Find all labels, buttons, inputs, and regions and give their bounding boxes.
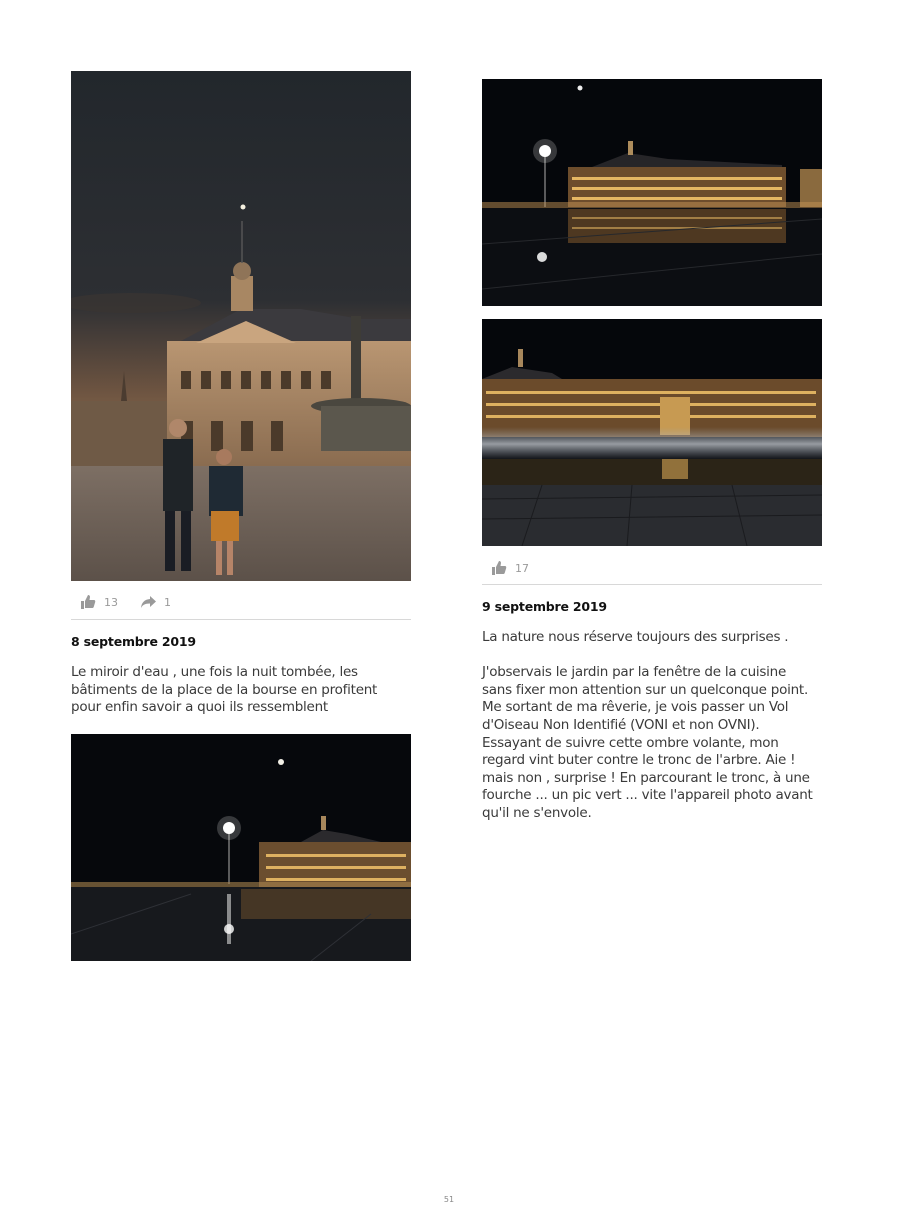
thumbs-up-icon bbox=[491, 560, 507, 576]
text-line: sans fixer mon attention sur un quelconque point. bbox=[482, 681, 808, 698]
left-post-date: 8 septembre 2019 bbox=[71, 634, 196, 649]
like-count: 17 bbox=[515, 561, 529, 575]
photo-miroir-night-left bbox=[71, 734, 411, 961]
text-line: Me sortant de ma rêverie, je vois passer un Vol bbox=[482, 699, 789, 716]
right-post-text bbox=[482, 629, 827, 823]
right-post-date: 9 septembre 2019 bbox=[482, 599, 607, 614]
right-divider bbox=[482, 584, 822, 585]
page-number: 51 bbox=[443, 1195, 455, 1204]
right-post-stats bbox=[491, 553, 551, 583]
photo-miroir-mist bbox=[482, 319, 822, 546]
thumbs-up-icon bbox=[80, 594, 96, 610]
like-counter[interactable] bbox=[491, 560, 529, 576]
share-counter[interactable] bbox=[140, 594, 171, 610]
text-line: fourche ... un pic vert ... vite l'appareil photo avant bbox=[482, 787, 813, 804]
text-line: regard vint buter contre le tronc de l'arbre. Aie ! bbox=[482, 752, 796, 769]
text-line: qu'il ne s'envole. bbox=[482, 804, 592, 821]
photo-bourse-dusk-portrait bbox=[71, 71, 411, 581]
text-line: bâtiments de la place de la bourse en profitent bbox=[71, 681, 378, 698]
text-line: mais non , surprise ! En parcourant le tronc, à une bbox=[482, 769, 810, 786]
text-line: J'observais le jardin par la fenêtre de la cuisine bbox=[482, 664, 787, 681]
text-line: d'Oiseau Non Identifié (VONI et non OVNI). bbox=[482, 716, 760, 733]
like-count: 13 bbox=[104, 595, 118, 609]
photo-bourse-night-reflection bbox=[482, 79, 822, 306]
like-counter[interactable] bbox=[80, 594, 118, 610]
text-intro: La nature nous réserve toujours des surprises . bbox=[482, 629, 789, 645]
left-post-stats bbox=[80, 587, 193, 617]
share-count: 1 bbox=[164, 595, 171, 609]
share-arrow-icon bbox=[140, 594, 156, 610]
text-line: Essayant de suivre cette ombre volante, mon bbox=[482, 734, 779, 751]
left-divider bbox=[71, 619, 411, 620]
text-line: Le miroir d'eau , une fois la nuit tombée, les bbox=[71, 664, 358, 680]
left-post-text bbox=[71, 664, 416, 717]
text-line: pour enfin savoir a quoi ils ressemblent bbox=[71, 699, 328, 716]
